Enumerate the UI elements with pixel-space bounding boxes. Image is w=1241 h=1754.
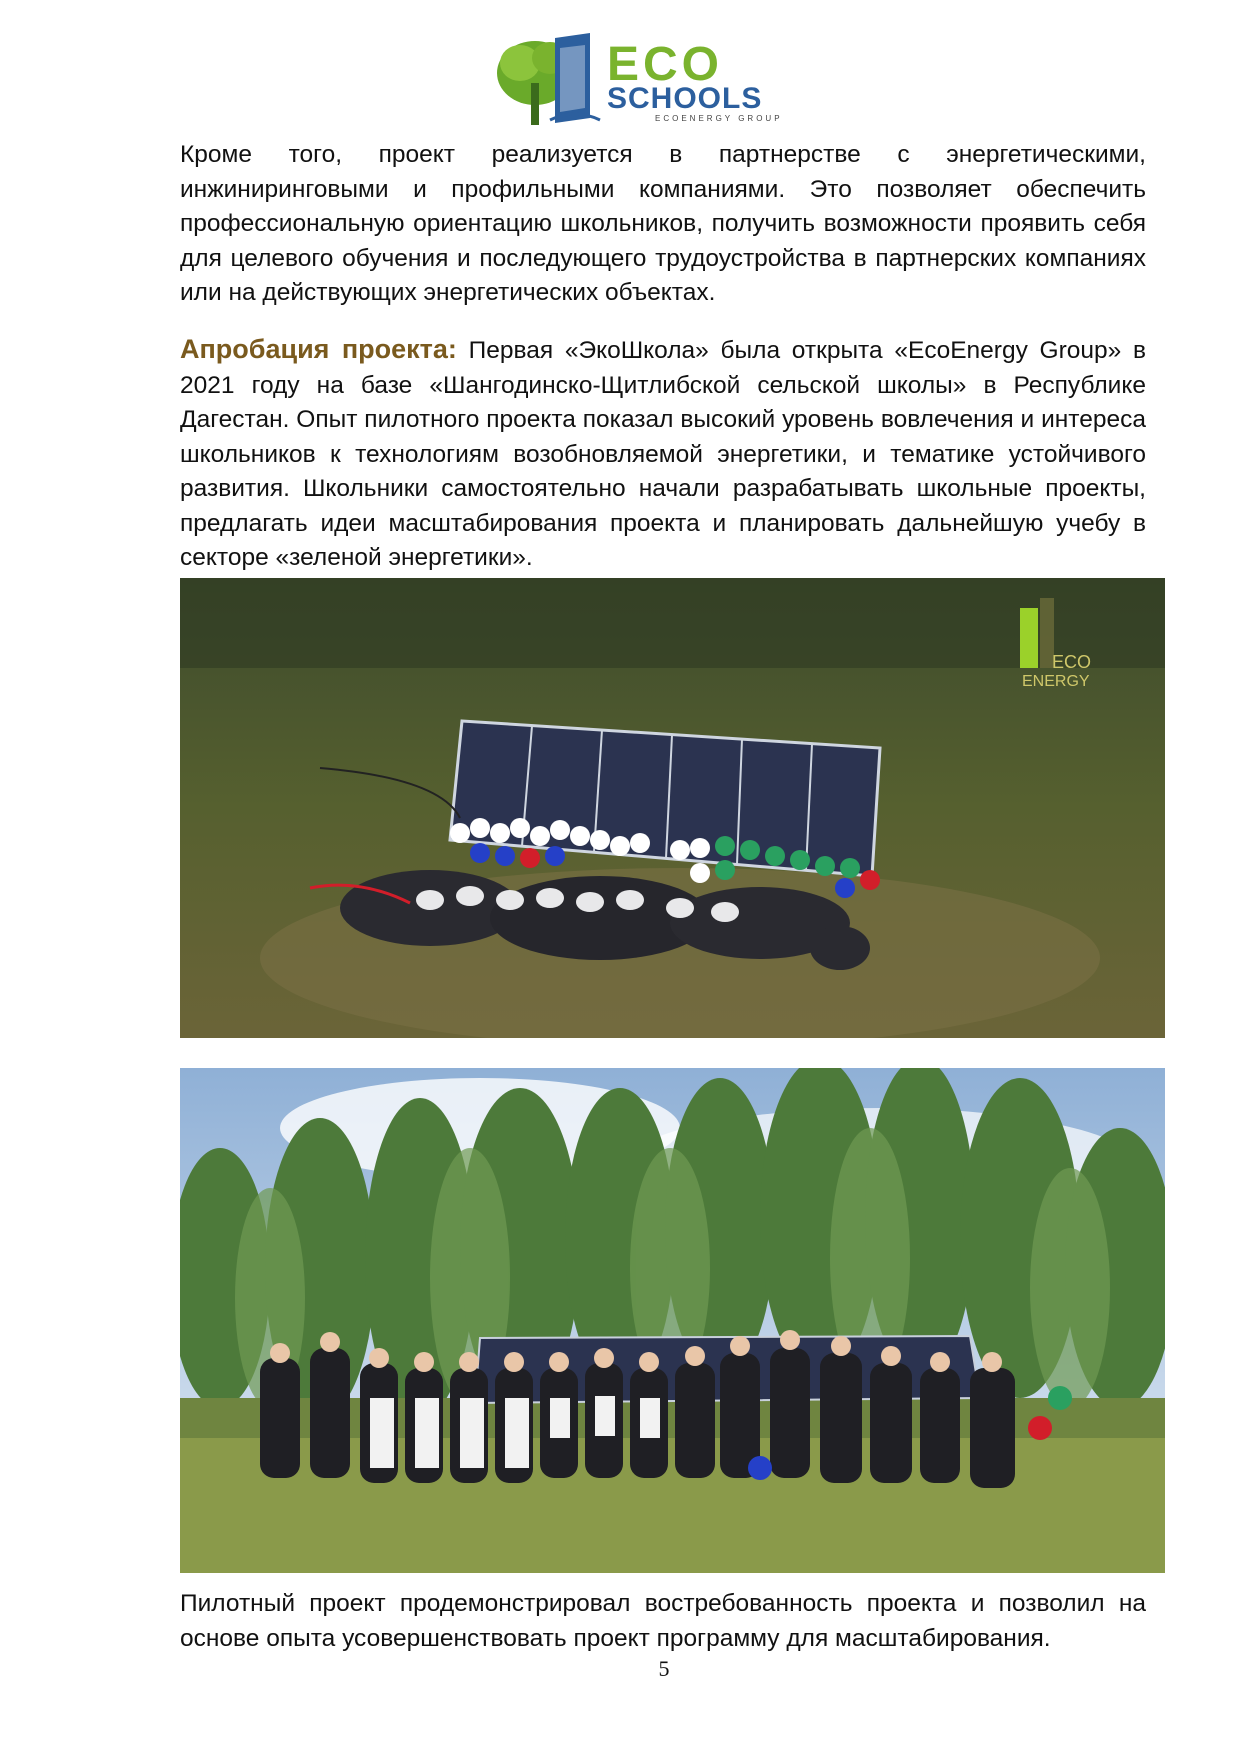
- approbation-text: Первая «ЭкоШкола» была открыта «EcoEnergy Group» в 2021 году на базе «Шангодинско-Щитлибской сельской школы» в Республике Дагестан. Опыт пилотного проекта показал высокий уровень вовлечения и интереса школьников к технологиям возобновляемой энергетики, и тематике устойчивого развития. Школьники самостоятельно начали разрабатывать школьные проекты, предлагать идеи масштабирования проекта и планировать дальнейшую учебу в секторе «зеленой энергетики».: [180, 337, 1146, 571]
- paragraph-partnership: Кроме того, проект реализуется в партнерстве с энергетическими, инжиниринговыми и профильными компаниями. Это позволяет обеспечить профессиональную ориентацию школьников, получить возможности проявить себя для целевого обучения и последующего трудоустройства в партнерских компаниях или на действующих энергетических объектах.: [180, 141, 1146, 306]
- svg-text:ENERGY: ENERGY: [1022, 673, 1090, 690]
- approbation-label: Апробация проекта:: [180, 334, 457, 364]
- svg-text:ECO: ECO: [1052, 652, 1092, 672]
- photo-aerial-solar-panels: [180, 578, 1165, 1038]
- book-icon: [550, 33, 600, 123]
- logo-schools-text: SCHOOLS: [607, 82, 763, 115]
- logo-group-text: ECOENERGY GROUP: [655, 114, 783, 123]
- page-number: 5: [658, 1656, 670, 1681]
- paragraph-approbation: [180, 332, 1146, 576]
- caption-pilot-result: Пилотный проект продемонстрировал востребованность проекта и позволил на основе опыта усовершенствовать проект программу для масштабирования.: [180, 1590, 1146, 1652]
- photo-group-solar-station: [180, 1068, 1165, 1573]
- logo-eco-text: ECO: [607, 38, 724, 91]
- eco-schools-logo: [495, 28, 815, 128]
